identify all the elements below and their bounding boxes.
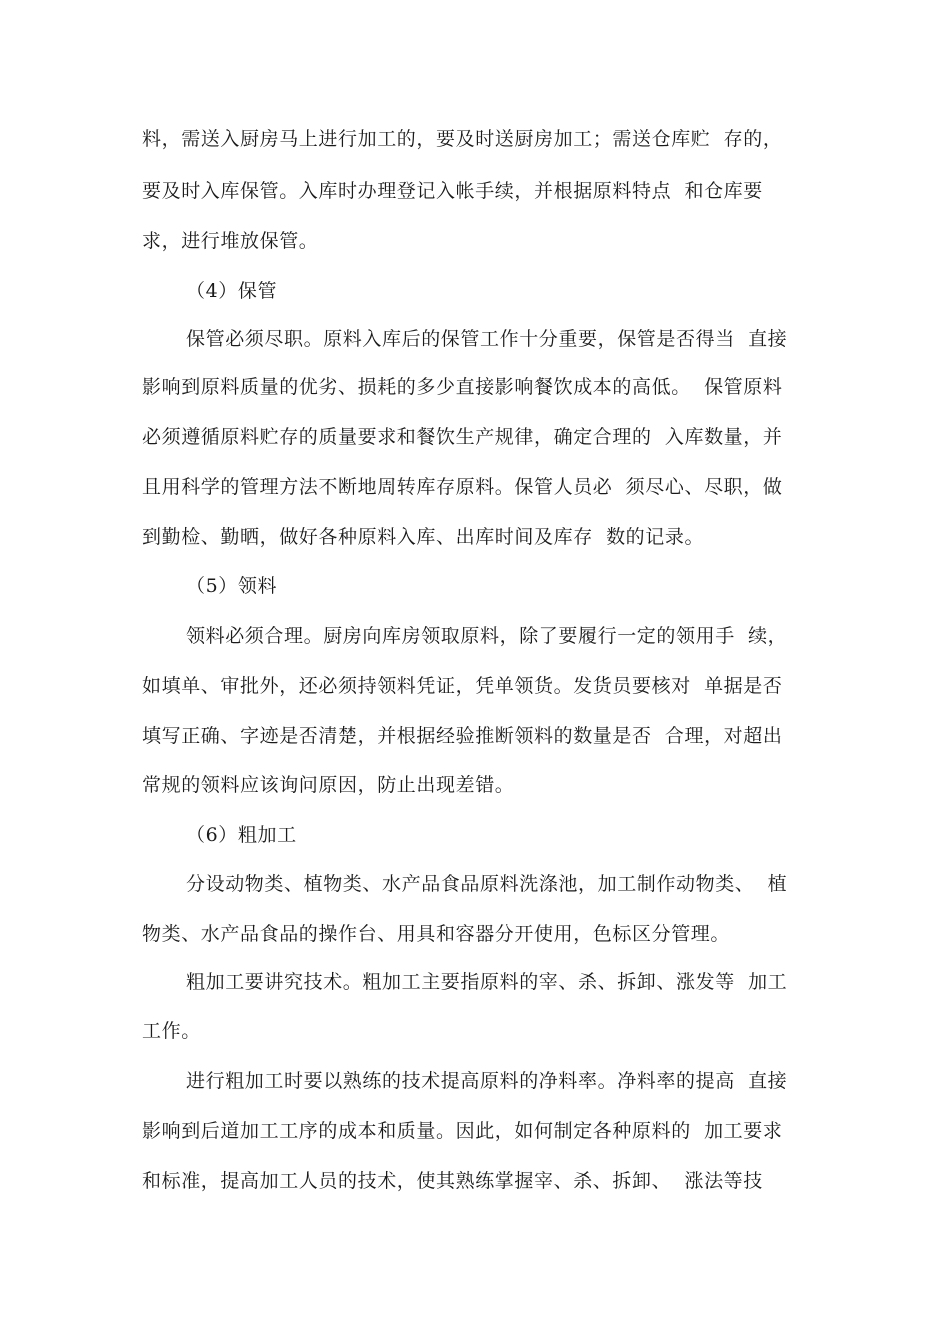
section-heading: （5）领料 <box>186 575 278 597</box>
text-line: 物类、水产品食品的操作台、用具和容器分开使用，色标区分管理。 <box>142 923 731 945</box>
text-line: 到勤检、勤晒，做好各种原料入库、出库时间及库存 数的记录。 <box>142 526 705 548</box>
text-line: 影响到后道加工工序的成本和质量。因此，如何制定各种原料的 加工要求 <box>142 1120 783 1142</box>
section-heading: （4）保管 <box>186 280 278 302</box>
text-line: 影响到原料质量的优劣、损耗的多少直接影响餐饮成本的高低。 保管原料 <box>142 376 783 398</box>
section-heading: （6）粗加工 <box>186 824 297 846</box>
text-line: 填写正确、字迹是否清楚，并根据经验推断领料的数量是否 合理，对超出 <box>142 725 783 747</box>
text-line: 和标准，提高加工人员的技术，使其熟练掌握宰、杀、拆卸、 涨法等技 <box>142 1170 763 1192</box>
text-line: 常规的领料应该询问原因，防止出现差错。 <box>142 774 515 796</box>
text-line: 进行粗加工时要以熟练的技术提高原料的净料率。净料率的提高 直接 <box>186 1070 788 1092</box>
text-line: 保管必须尽职。原料入库后的保管工作十分重要，保管是否得当 直接 <box>186 328 788 350</box>
text-line: 且用科学的管理方法不断地周转库存原料。保管人员必 须尽心、尽职，做 <box>142 476 783 498</box>
text-line: 工作。 <box>142 1020 201 1042</box>
text-line: 如填单、审批外，还必须持领料凭证，凭单领货。发货员要核对 单据是否 <box>142 675 783 697</box>
text-line: 粗加工要讲究技术。粗加工主要指原料的宰、杀、拆卸、涨发等 加工 <box>186 971 788 993</box>
text-line: 领料必须合理。厨房向库房领取原料，除了要履行一定的领用手 续， <box>186 625 788 647</box>
text-line: 要及时入库保管。入库时办理登记入帐手续，并根据原料特点 和仓库要 <box>142 180 763 202</box>
text-line: 求，进行堆放保管。 <box>142 230 319 252</box>
text-line: 必须遵循原料贮存的质量要求和餐饮生产规律，确定合理的 入库数量，并 <box>142 426 783 448</box>
text-line: 分设动物类、植物类、水产品食品原料洗涤池，加工制作动物类、 植 <box>186 873 788 895</box>
text-line: 料，需送入厨房马上进行加工的，要及时送厨房加工；需送仓库贮 存的， <box>142 128 783 150</box>
